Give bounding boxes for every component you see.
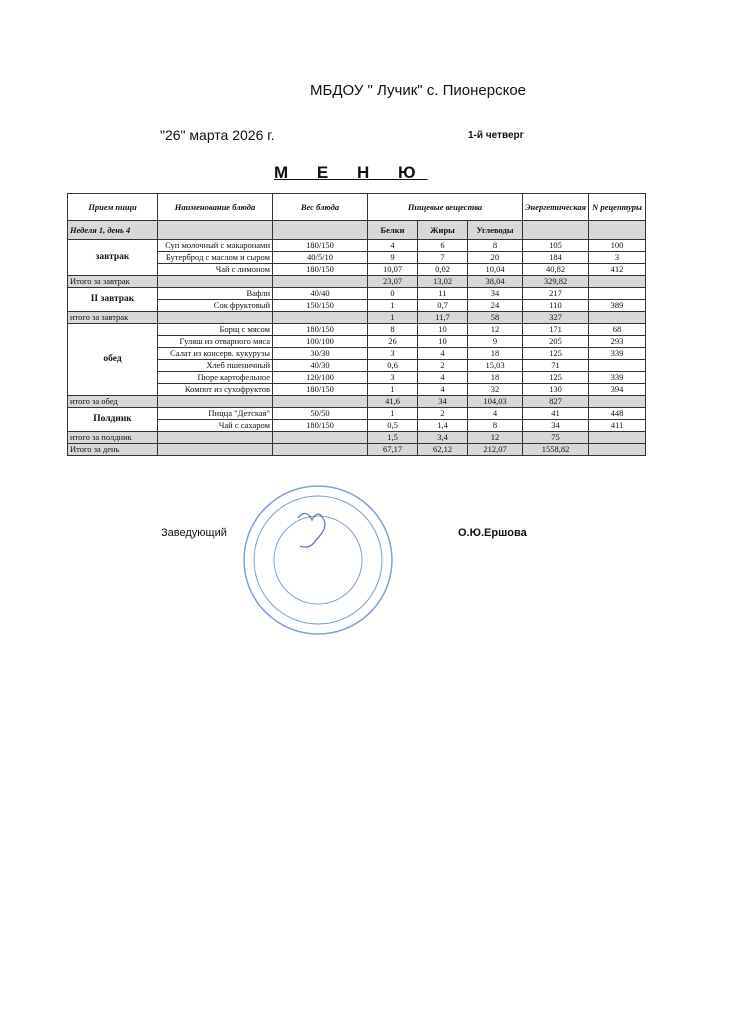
table-cell: 448 — [589, 408, 646, 420]
table-cell: 34 — [468, 288, 523, 300]
total-label: Итого за день — [68, 444, 158, 456]
signature-name: О.Ю.Ершова — [458, 527, 527, 539]
total-value: 62,12 — [418, 444, 468, 456]
total-value: 23,07 — [368, 276, 418, 288]
meal-label: II завтрак — [68, 288, 158, 312]
dish-name: Чай с лимоном — [158, 264, 273, 276]
total-label: итого за завтрак — [68, 312, 158, 324]
header-weight: Вес блюда — [273, 194, 368, 221]
menu-date: "26" марта 2026 г. — [160, 127, 275, 143]
total-value: 58 — [468, 312, 523, 324]
table-cell: 1,4 — [418, 420, 468, 432]
table-row — [68, 240, 646, 252]
total-value: 827 — [523, 396, 589, 408]
table-cell: 8 — [468, 240, 523, 252]
table-cell: 4 — [468, 408, 523, 420]
table-cell: 120/100 — [273, 372, 368, 384]
org-name: МБДОУ " Лучик" с. Пионерское — [310, 82, 527, 99]
table-cell: 339 — [589, 372, 646, 384]
empty-cell — [158, 276, 273, 288]
dish-name: Пицца "Детская" — [158, 408, 273, 420]
table-cell: 110 — [523, 300, 589, 312]
table-cell: 180/150 — [273, 324, 368, 336]
meal-label: завтрак — [68, 240, 158, 276]
dish-name: Борщ с мясом — [158, 324, 273, 336]
dish-name: Бутерброд с маслом и сыром — [158, 252, 273, 264]
table-cell: 184 — [523, 252, 589, 264]
table-cell: 4 — [368, 240, 418, 252]
table-cell: 41 — [523, 408, 589, 420]
total-value: 104,03 — [468, 396, 523, 408]
sub-carbs: Углеводы — [468, 221, 523, 240]
table-cell: 40/40 — [273, 288, 368, 300]
table-cell: 7 — [418, 252, 468, 264]
table-cell: 40,82 — [523, 264, 589, 276]
table-cell: 171 — [523, 324, 589, 336]
table-cell: 394 — [589, 384, 646, 396]
table-cell: 0,6 — [368, 360, 418, 372]
week-label: Неделя 1, день 4 — [68, 221, 158, 240]
dish-name: Суп молочный с макаронами — [158, 240, 273, 252]
table-cell: 1 — [368, 384, 418, 396]
total-value: 329,82 — [523, 276, 589, 288]
total-value: 1,5 — [368, 432, 418, 444]
menu-table — [67, 193, 646, 456]
table-cell: 6 — [418, 240, 468, 252]
table-cell: 9 — [368, 252, 418, 264]
table-cell: 11 — [418, 288, 468, 300]
empty-cell — [273, 432, 368, 444]
total-label: итого за обед — [68, 396, 158, 408]
table-cell: 339 — [589, 348, 646, 360]
table-cell: 0,02 — [418, 264, 468, 276]
dish-name: Хлеб пшеничный — [158, 360, 273, 372]
total-row — [68, 432, 646, 444]
total-value: 67,17 — [368, 444, 418, 456]
menu-title: М Е Н Ю — [274, 163, 428, 182]
table-cell: 125 — [523, 372, 589, 384]
table-cell: 1 — [368, 408, 418, 420]
total-label: Итого за завтрак — [68, 276, 158, 288]
table-cell: 180/150 — [273, 420, 368, 432]
table-cell: 1 — [368, 300, 418, 312]
official-stamp — [238, 480, 398, 640]
table-cell: 18 — [468, 348, 523, 360]
table-cell: 180/150 — [273, 240, 368, 252]
meal-label: Полдник — [68, 408, 158, 432]
total-value: 38,04 — [468, 276, 523, 288]
table-cell: 3 — [368, 348, 418, 360]
table-cell: 0,7 — [418, 300, 468, 312]
dish-name: Гуляш из отварного мяса — [158, 336, 273, 348]
table-cell — [589, 360, 646, 372]
dish-name: Компот из сухофруктов — [158, 384, 273, 396]
table-cell: 0 — [368, 288, 418, 300]
total-row — [68, 396, 646, 408]
empty-cell — [273, 396, 368, 408]
meal-label: обед — [68, 324, 158, 396]
table-cell: 180/150 — [273, 264, 368, 276]
empty-cell — [273, 444, 368, 456]
total-value: 11,7 — [418, 312, 468, 324]
table-row — [68, 408, 646, 420]
table-cell: 0,5 — [368, 420, 418, 432]
table-cell: 20 — [468, 252, 523, 264]
table-cell: 10 — [418, 336, 468, 348]
table-cell: 411 — [589, 420, 646, 432]
table-cell: 40/30 — [273, 360, 368, 372]
total-row — [68, 312, 646, 324]
empty-cell — [589, 444, 646, 456]
table-cell: 4 — [418, 384, 468, 396]
table-cell: 9 — [468, 336, 523, 348]
table-row — [68, 324, 646, 336]
total-value: 1 — [368, 312, 418, 324]
table-cell: 34 — [523, 420, 589, 432]
total-value: 34 — [418, 396, 468, 408]
table-cell: 125 — [523, 348, 589, 360]
table-cell: 4 — [418, 372, 468, 384]
table-cell: 217 — [523, 288, 589, 300]
header-energy: Энергетическая — [523, 194, 589, 221]
table-cell: 3 — [589, 252, 646, 264]
header-meal: Прием пищи — [68, 194, 158, 221]
table-cell: 150/150 — [273, 300, 368, 312]
total-row — [68, 444, 646, 456]
empty-cell — [158, 444, 273, 456]
table-cell: 389 — [589, 300, 646, 312]
total-value: 1558,82 — [523, 444, 589, 456]
table-cell: 205 — [523, 336, 589, 348]
dish-name: Вафли — [158, 288, 273, 300]
signature-position: Заведующий — [161, 527, 227, 539]
dish-name: Салат из консерв. кукурузы — [158, 348, 273, 360]
table-cell: 30/30 — [273, 348, 368, 360]
total-label: итого за полдник — [68, 432, 158, 444]
table-cell: 10,07 — [368, 264, 418, 276]
total-value: 75 — [523, 432, 589, 444]
header-recipe: N рецептуры — [589, 194, 646, 221]
total-value: 13,02 — [418, 276, 468, 288]
table-row — [68, 288, 646, 300]
table-cell: 10,04 — [468, 264, 523, 276]
empty-cell — [589, 276, 646, 288]
table-cell: 3 — [368, 372, 418, 384]
total-value: 3,4 — [418, 432, 468, 444]
table-cell: 40/5/10 — [273, 252, 368, 264]
table-cell: 32 — [468, 384, 523, 396]
total-value: 12 — [468, 432, 523, 444]
table-cell: 100/100 — [273, 336, 368, 348]
table-cell: 2 — [418, 408, 468, 420]
table-cell: 130 — [523, 384, 589, 396]
dish-name: Сок фруктовый — [158, 300, 273, 312]
empty-cell — [589, 432, 646, 444]
table-cell: 71 — [523, 360, 589, 372]
sub-fat: Жиры — [418, 221, 468, 240]
empty-cell — [158, 312, 273, 324]
menu-day: 1-й четверг — [468, 130, 524, 141]
menu-body — [68, 240, 646, 456]
table-cell: 18 — [468, 372, 523, 384]
table-header-row — [68, 194, 646, 221]
header-nutrients: Пищевые вещества — [368, 194, 523, 221]
empty-cell — [273, 276, 368, 288]
empty-cell — [589, 312, 646, 324]
table-cell: 293 — [589, 336, 646, 348]
table-cell: 15,03 — [468, 360, 523, 372]
empty-cell — [158, 396, 273, 408]
table-cell: 2 — [418, 360, 468, 372]
table-cell: 8 — [368, 324, 418, 336]
empty-cell — [158, 432, 273, 444]
dish-name: Чай с сахаром — [158, 420, 273, 432]
table-cell: 8 — [468, 420, 523, 432]
table-cell — [589, 288, 646, 300]
table-cell: 4 — [418, 348, 468, 360]
table-cell: 50/50 — [273, 408, 368, 420]
week-row — [68, 221, 646, 240]
total-value: 41,6 — [368, 396, 418, 408]
table-cell: 105 — [523, 240, 589, 252]
dish-name: Пюре картофельное — [158, 372, 273, 384]
total-value: 327 — [523, 312, 589, 324]
table-cell: 68 — [589, 324, 646, 336]
total-row — [68, 276, 646, 288]
table-cell: 12 — [468, 324, 523, 336]
sub-protein: Белки — [368, 221, 418, 240]
header-dish: Наименование блюда — [158, 194, 273, 221]
table-cell: 24 — [468, 300, 523, 312]
table-cell: 412 — [589, 264, 646, 276]
table-cell: 10 — [418, 324, 468, 336]
empty-cell — [589, 396, 646, 408]
empty-cell — [273, 312, 368, 324]
table-cell: 26 — [368, 336, 418, 348]
table-cell: 180/150 — [273, 384, 368, 396]
total-value: 212,07 — [468, 444, 523, 456]
table-cell: 100 — [589, 240, 646, 252]
